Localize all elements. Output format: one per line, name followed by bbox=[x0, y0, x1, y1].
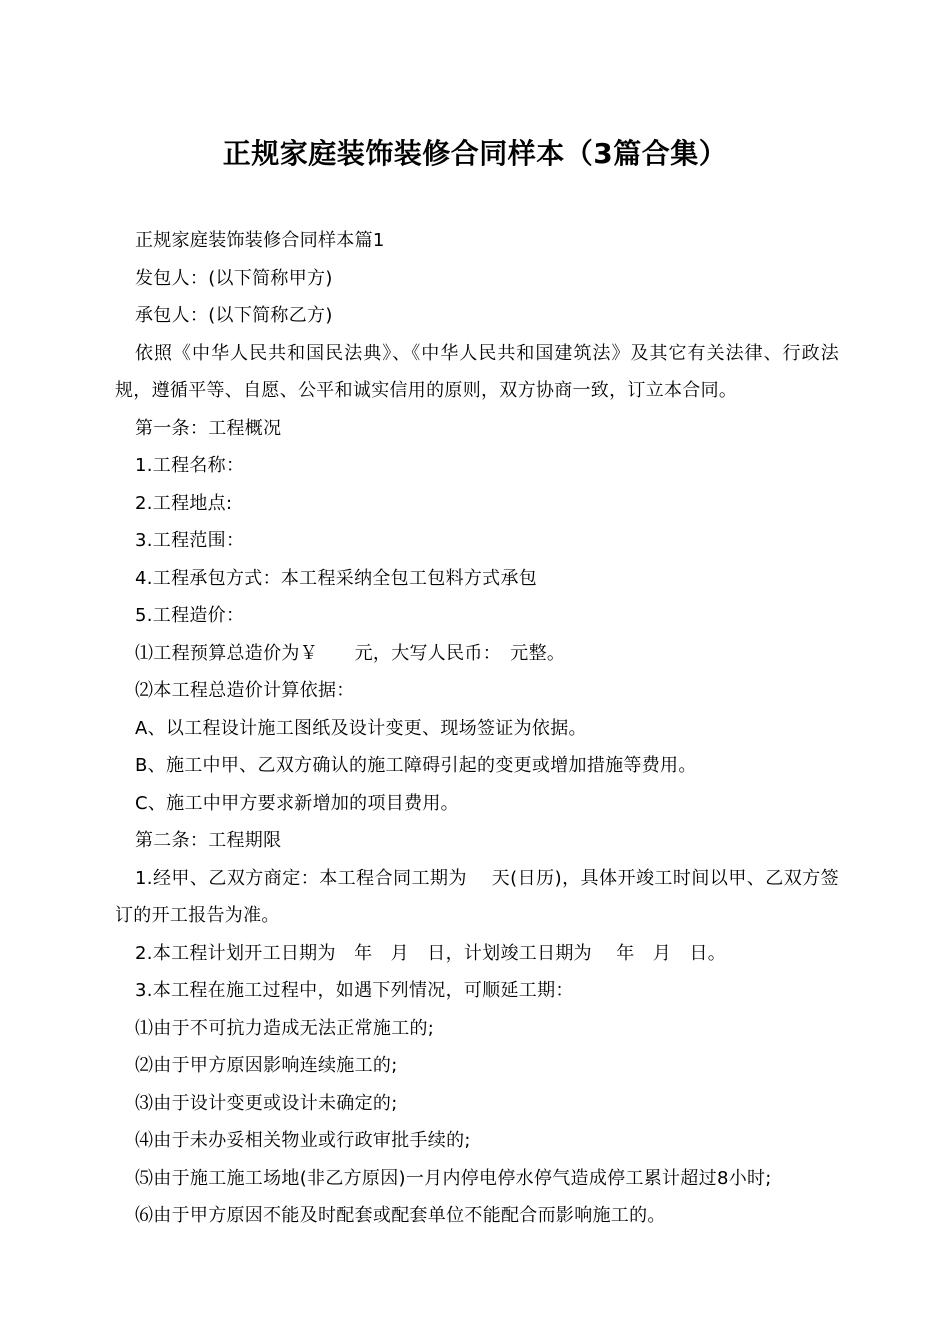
list-item: 2.本工程计划开工日期为 年 月 日，计划竣工日期为 年 月 日。 bbox=[135, 942, 727, 964]
list-item: 4.工程承包方式：本工程采纳全包工包料方式承包 bbox=[135, 567, 538, 589]
list-item: 1.经甲、乙双方商定：本工程合同工期为 天(日历)，具体开竣工时间以甲、乙双方签订的开工报告为准。 bbox=[115, 867, 839, 926]
section-heading: 正规家庭装饰装修合同样本篇1 bbox=[135, 230, 385, 251]
list-item: 1.工程名称： bbox=[135, 455, 245, 476]
list-item: ⑵由于甲方原因影响连续施工的; bbox=[135, 1055, 398, 1076]
list-item: C、施工中甲方要求新增加的项目费用。 bbox=[135, 792, 459, 814]
list-item: ⑴由于不可抗力造成无法正常施工的; bbox=[135, 1017, 435, 1039]
paragraph: 承包人：(以下简称乙方) bbox=[135, 305, 333, 326]
list-item: 2.工程地点: bbox=[135, 492, 233, 514]
list-item: ⑸由于施工施工场地(非乙方原因)一月内停电停水停气造成停工累计超过8小时; bbox=[135, 1167, 772, 1189]
article-heading: 第二条：工程期限 bbox=[135, 830, 282, 851]
list-item: 5.工程造价： bbox=[135, 605, 245, 626]
paragraph: 发包人：(以下简称甲方) bbox=[135, 267, 333, 289]
list-item: ⑹由于甲方原因不能及时配套或配套单位不能配合而影响施工的。 bbox=[135, 1205, 666, 1226]
document-body bbox=[115, 222, 839, 1235]
list-item: ⑶由于设计变更或设计未确定的; bbox=[135, 1092, 398, 1114]
list-item: ⑵本工程总造价计算依据： bbox=[135, 680, 355, 701]
paragraph: 依照《中华人民共和国民法典》、《中华人民共和国建筑法》及其它有关法律、行政法规，遵循平等、自愿、公平和诚实信用的原则，双方协商一致，订立本合同。 bbox=[115, 342, 839, 401]
list-item: ⑴工程预算总造价为￥ 元，大写人民币： 元整。 bbox=[135, 642, 566, 664]
document-title: 正规家庭装饰装修合同样本（3篇合集） bbox=[222, 137, 728, 170]
list-item: A、以工程设计施工图纸及设计变更、现场签证为依据。 bbox=[135, 717, 587, 739]
list-item: 3.本工程在施工过程中，如遇下列情况，可顺延工期： bbox=[135, 980, 574, 1001]
list-item: B、施工中甲、乙双方确认的施工障碍引起的变更或增加措施等费用。 bbox=[135, 755, 697, 776]
article-heading: 第一条：工程概况 bbox=[135, 417, 282, 439]
list-item: ⑷由于未办妥相关物业或行政审批手续的; bbox=[135, 1130, 471, 1151]
list-item: 3.工程范围： bbox=[135, 530, 245, 551]
